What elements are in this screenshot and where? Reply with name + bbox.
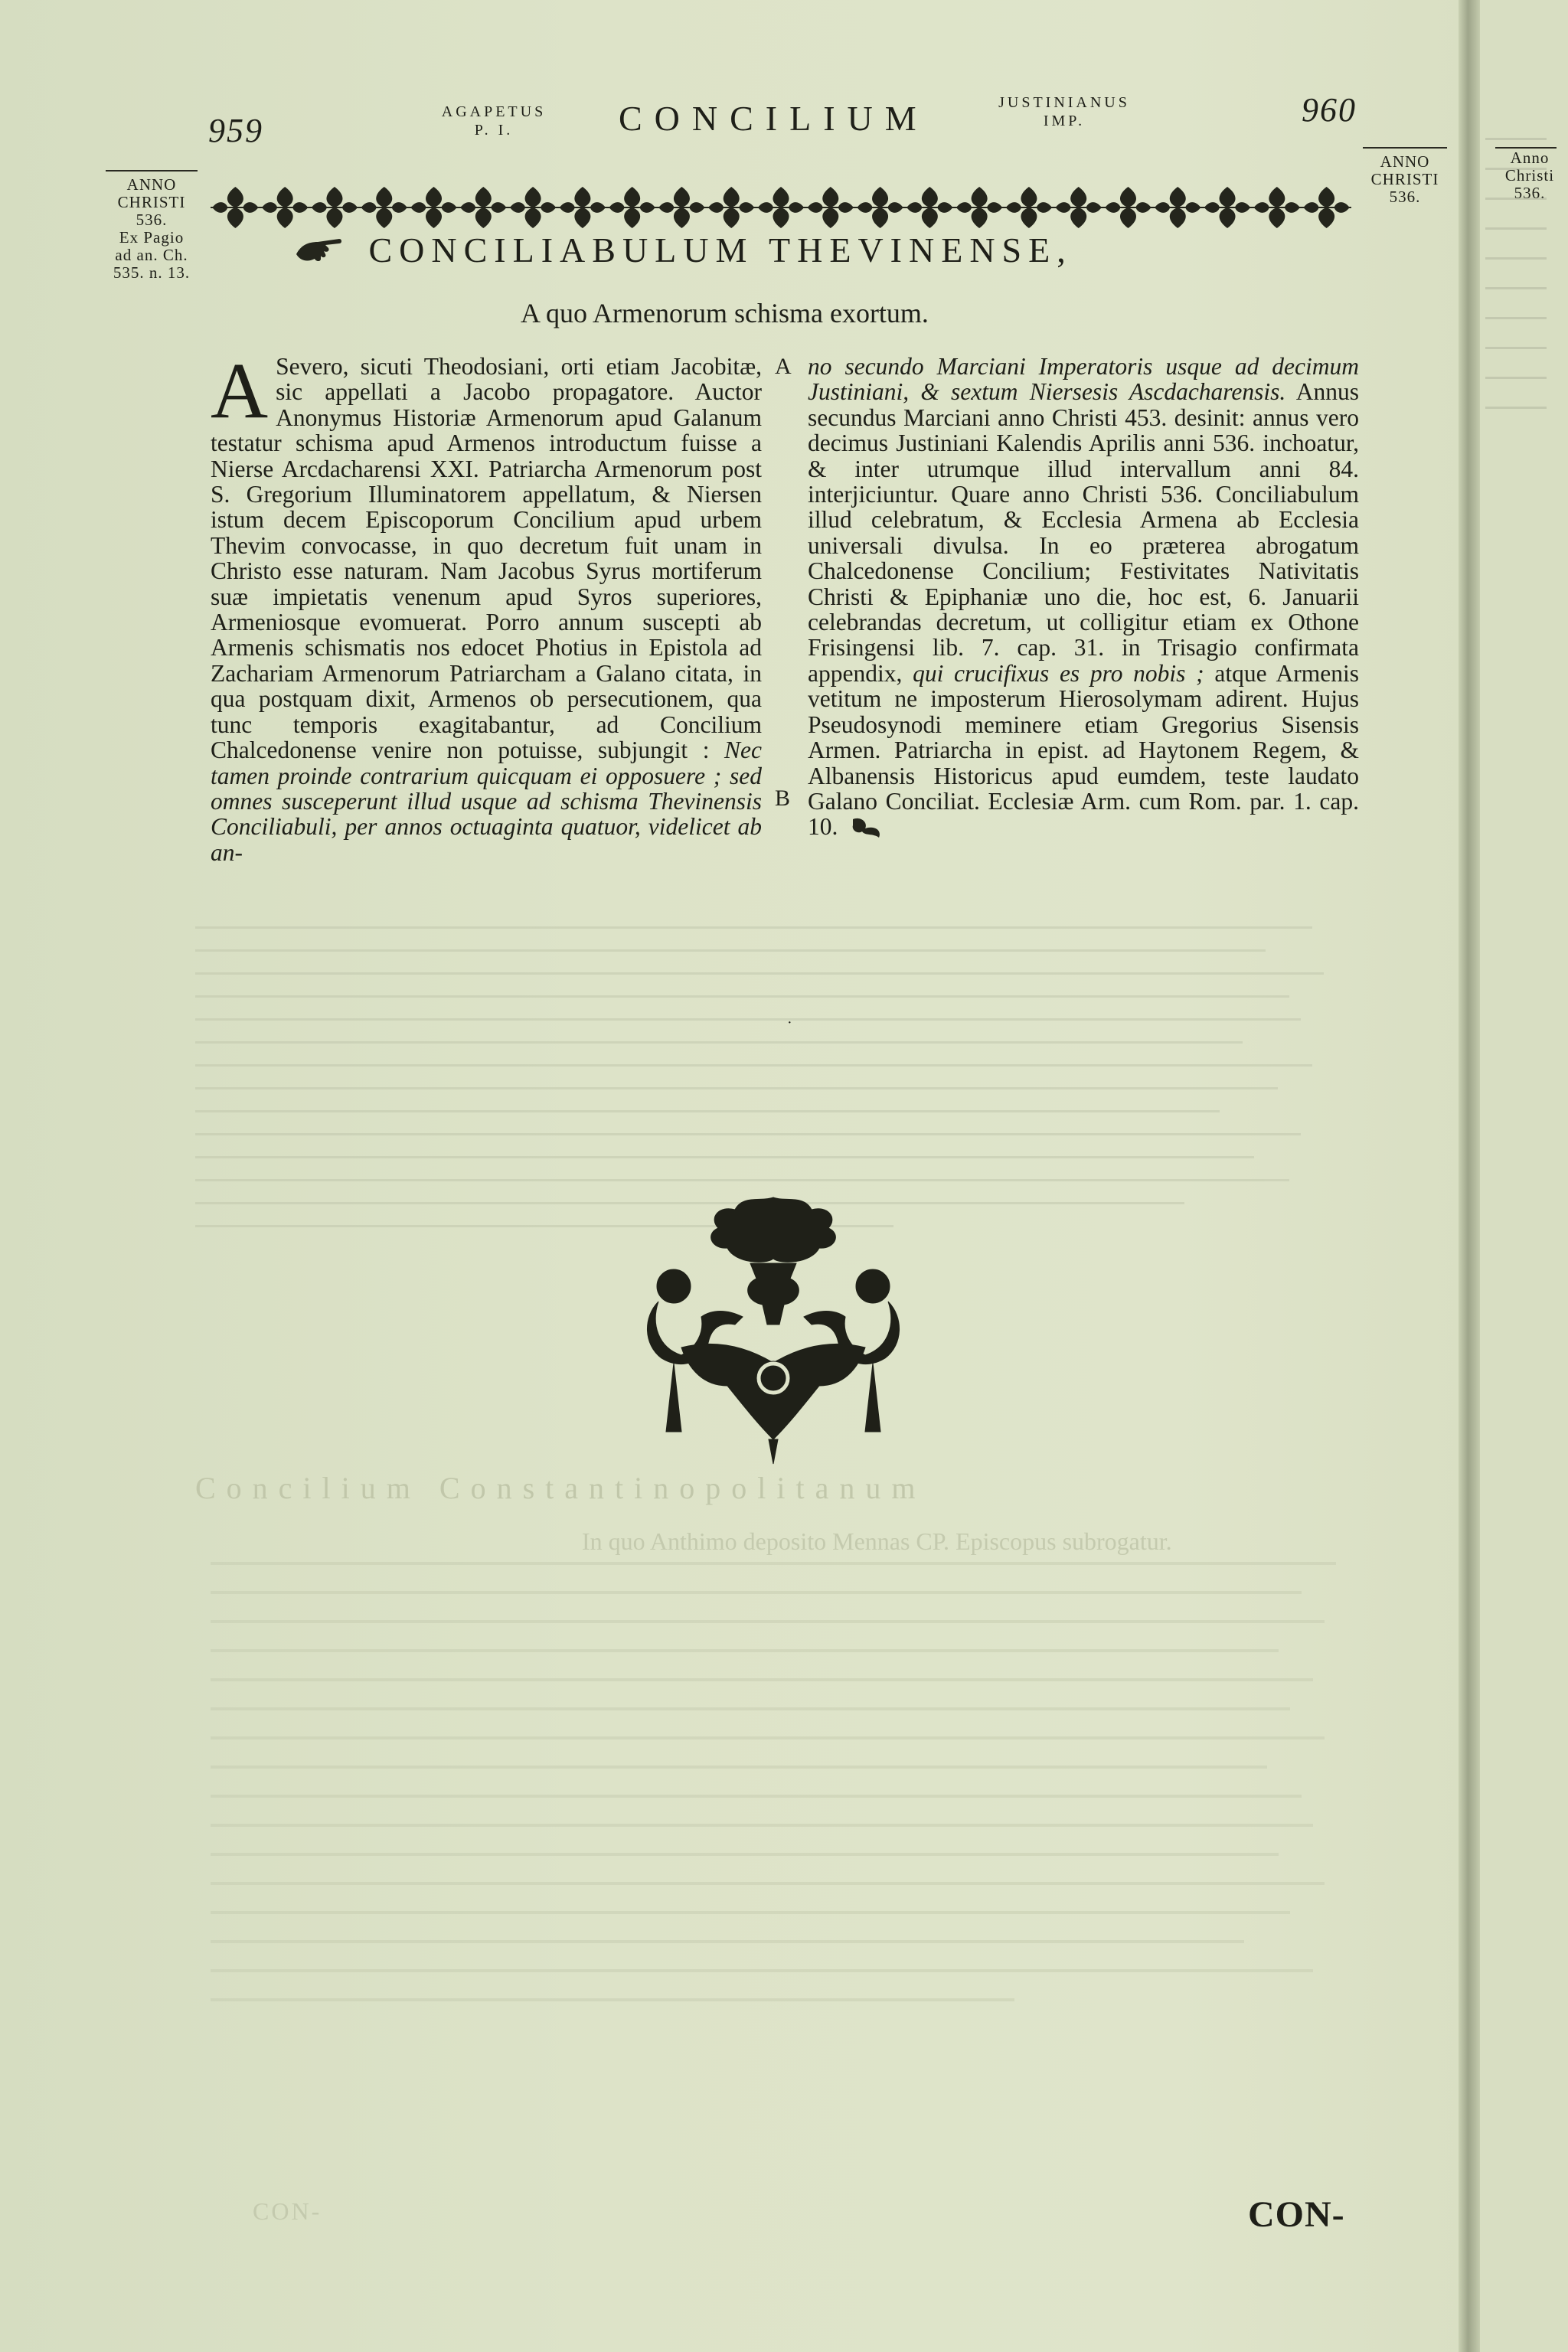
header-left-note-line: P. I.: [474, 122, 514, 139]
stray-mark: ·: [787, 1014, 792, 1031]
show-through-text-block: [211, 1562, 1359, 2037]
fleuron-icon: [460, 187, 506, 228]
right-column-italic-phrase: qui crucifixus es pro nobis ;: [913, 659, 1204, 687]
left-column-italic-quote: Nec tamen proinde contrarium quicquam ei opposuere ; sed omnes susceperunt illud usque ad schisma Thevinensis Conciliabuli, per annos octuaginta quatuor, videlicet ab an-: [211, 737, 762, 866]
margin-rule-right: [1363, 147, 1447, 149]
adjacent-margin-line: Christi: [1504, 166, 1555, 185]
fleuron-end-icon: [848, 815, 887, 841]
header-right-note-line: JUSTINIANUS: [998, 94, 1130, 111]
fleuron-icon: [1056, 187, 1102, 228]
margin-rule-left: [106, 170, 198, 172]
left-column: [211, 347, 762, 866]
fleuron-icon: [708, 187, 754, 228]
fleuron-icon: [1254, 187, 1300, 228]
fleuron-icon: [956, 187, 1002, 228]
fleuron-icon: [609, 187, 655, 228]
fleuron-icon: [1155, 187, 1200, 228]
margin-note-line: 536.: [1389, 188, 1421, 206]
section-title-text: CONCILIABULUM THEVINENSE,: [368, 230, 1073, 270]
fleuron-icon: [1105, 187, 1151, 228]
margin-note-line: 535. n. 13.: [113, 263, 191, 282]
header-right-note: [988, 93, 1141, 130]
header-right-note-line: IMP.: [1043, 113, 1086, 129]
running-header-title: CONCILIUM: [619, 99, 929, 138]
header-left-note-line: AGAPETUS: [441, 103, 547, 120]
catchword: CON-: [1248, 2194, 1345, 2235]
right-column-italic-quote: no secundo Marciani Imperatoris usque ad decimum Justiniani, & sextum Niersesis Ascdacharensis.: [808, 353, 1359, 406]
fleuron-icon: [858, 187, 903, 228]
show-through-subtitle: In quo Anthimo deposito Mennas CP. Episcopus subrogatur.: [582, 1527, 1172, 1555]
margin-note-left: [98, 176, 205, 282]
adjacent-margin-line: Anno: [1510, 149, 1550, 167]
fleuron-icon: [658, 187, 704, 228]
drop-cap: A: [211, 347, 269, 435]
margin-note-line: ANNO: [1380, 152, 1430, 171]
right-column-paragraph: [808, 354, 1359, 841]
left-column-text: Severo, sicuti Theodosiani, orti etiam Jacobitæ, sic appellati a Jacobo propagatore. Auctor Anonymus Historiæ Armenorum apud Galanum testatur schisma apud Armenos introductum fuisse a Nierse Arcdacharensi XXI. Patriarcha Armenorum post S. Gregorium Illuminatorem appellatum, & Niersen istum decem Episcoporum Concilium apud urbem Thevim convocasse, in quo decretum fuit unam in Christo esse naturam. Nam Jacobus Syrus mortiferum suæ impietatis venenum apud Syros superiores, Armeniosque evomuerat. Porro annum suscepti ab Armenis schismatis nos edocet Photius in Epistola ad Zachariam Armenorum Patriarcham a Galano citata, in qua postquam dixit, Armenos ob persecutionem, qua tunc temporis exagitabantur, ad Concilium Chalcedonense venire non potuisse, subjungit :: [211, 353, 762, 764]
book-gutter: [1459, 0, 1480, 2352]
fleuron-icon: [312, 187, 358, 228]
fleuron-icon: [758, 187, 804, 228]
pointing-hand-icon: [295, 231, 344, 265]
fleuron-icon: [560, 187, 606, 228]
fleuron-icon: [411, 187, 457, 228]
fleuron-icon: [510, 187, 556, 228]
margin-note-line: Ex Pagio: [119, 228, 185, 247]
putti-vase-vignette-icon: [628, 1194, 919, 1470]
fleuron-icon: [1304, 187, 1350, 228]
margin-note-line: CHRISTI: [117, 193, 186, 211]
fleuron-icon: [212, 187, 258, 228]
right-column-text-end: atque Armenis vetitum ne imposterum Hierosolymam adirent. Hujus Pseudosynodi meminere etiam Gregorius Sisensis Armen. Patriarcha in epist. ad Haytonem Regem, & Albanensis Historicus apud eumdem, teste laudato Galano Conciliat. Ecclesiæ Arm. cum Rom. par. 1. cap. 10.: [808, 659, 1360, 841]
right-column: [808, 354, 1359, 841]
fleuron-icon: [906, 187, 952, 228]
fleuron-icon: [808, 187, 854, 228]
margin-note-line: CHRISTI: [1370, 170, 1439, 188]
show-through-footer: CON-: [253, 2197, 322, 2225]
page-number-right: 960: [1302, 91, 1357, 129]
page-number-left: 959: [208, 112, 263, 149]
margin-note-line: ANNO: [126, 175, 177, 194]
margin-note-right: [1359, 153, 1451, 206]
section-title: [295, 230, 1073, 270]
right-column-text: Annus secundus Marciani anno Christi 453. desinit: annus vero decimus Justiniani Kalendis Aprilis anni 536. inchoatur, & inter utrumque illud intervallum anni 84. interjiciuntur. Quare anno Christi 536. Conciliabulum illud celebratum, & Ecclesia Armena ab Ecclesia universali divulsa. In eo præterea abrogatum Chalcedonense Concilium; Festivitates Nativitatis Christi & Epiphaniæ uno die, hoc est, 6. Januarii celebrandas decretum, ut colligitur etiam ex Othone Frisingensi lib. 7. cap. 31. in Trisagio confirmata appendix,: [808, 378, 1359, 687]
show-through-title: Concilium Constantinopolitanum: [195, 1471, 926, 1505]
left-column-paragraph: [211, 347, 762, 866]
adjacent-margin-line: 536.: [1514, 184, 1546, 202]
fleuron-band-icon: [211, 181, 1351, 234]
section-subtitle: A quo Armenorum schisma exortum.: [521, 298, 929, 328]
fleuron-icon: [361, 187, 407, 228]
column-marker-a: A: [775, 354, 792, 379]
column-marker-b: B: [775, 786, 791, 811]
fleuron-icon: [262, 187, 308, 228]
margin-note-line: ad an. Ch.: [115, 246, 188, 264]
header-left-note: [440, 103, 547, 139]
margin-note-line: 536.: [136, 211, 168, 229]
fleuron-icon: [1006, 187, 1052, 228]
adjacent-page-text-lines: [1485, 138, 1562, 1210]
fleuron-icon: [1204, 187, 1250, 228]
